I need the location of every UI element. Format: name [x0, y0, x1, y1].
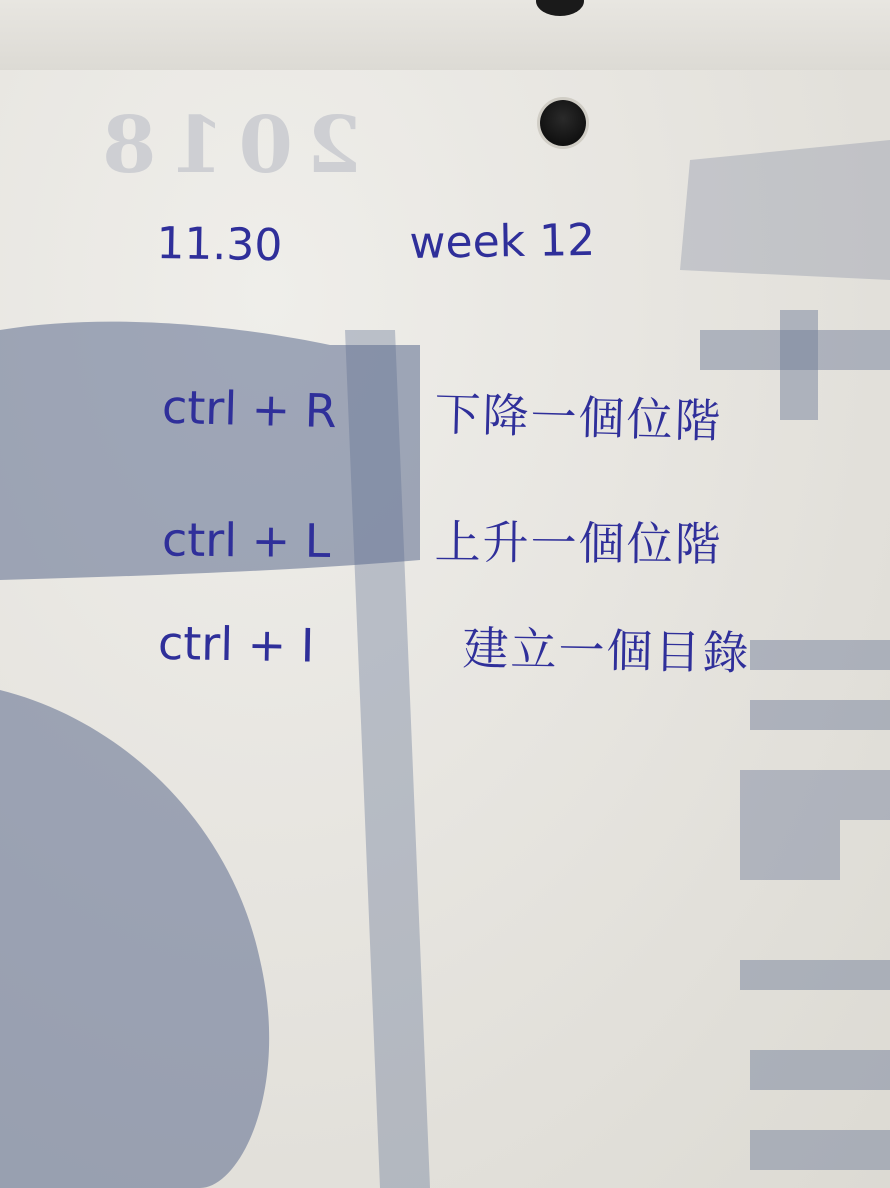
bleed-right-bar-3 — [750, 640, 890, 670]
shortcut-keys: ctrl + L — [161, 512, 331, 569]
bleed-right-bar-7 — [750, 1130, 890, 1170]
bleed-right-bar-2 — [780, 310, 818, 420]
handwritten-week: week 12 — [409, 214, 596, 269]
handwritten-date: 11.30 — [156, 218, 283, 272]
shortcut-description: 上升一個位階 — [434, 514, 723, 572]
bleed-right-glyph-1 — [740, 770, 890, 880]
bleed-right-bar-5 — [740, 960, 890, 990]
printed-year: 2018 — [88, 100, 362, 191]
shortcut-description: 下降一個位階 — [433, 386, 724, 449]
bleed-right-bar-4 — [750, 700, 890, 730]
shortcut-line — [157, 607, 751, 683]
bleed-right-bar-6 — [750, 1050, 890, 1090]
shortcut-description: 建立一個目錄 — [462, 621, 751, 681]
shortcut-line — [162, 504, 723, 575]
bleed-right-top — [680, 140, 890, 280]
shortcut-keys: ctrl + R — [161, 379, 338, 439]
punch-hole — [540, 100, 586, 146]
shortcut-keys: ctrl + I — [157, 615, 315, 673]
bleed-blob-left-bottom — [0, 690, 269, 1188]
